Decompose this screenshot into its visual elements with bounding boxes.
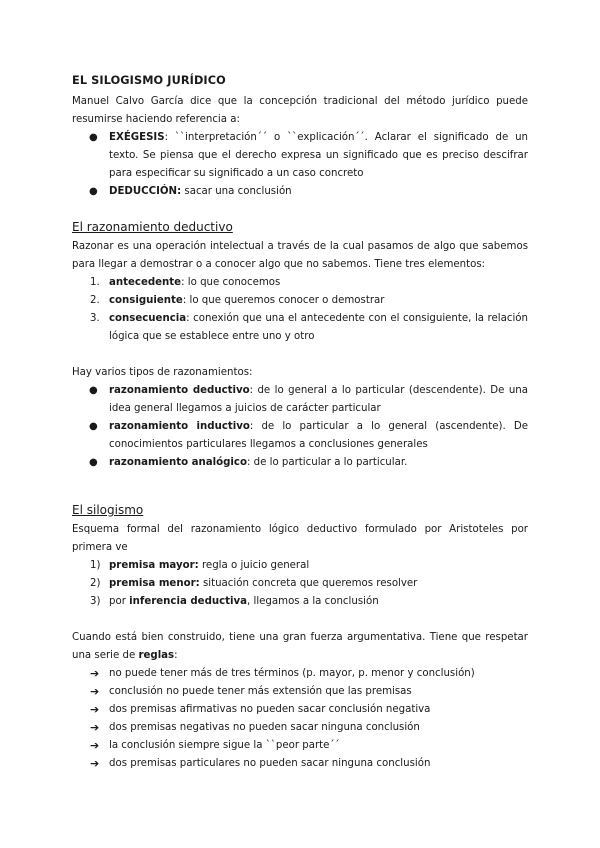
- rules-intro-text: Cuando está bien construido, tiene una gran fuerza argumentativa. Tiene que respetar una serie de: [72, 632, 528, 661]
- list-item-text: dos premisas particulares no pueden sacar ninguna conclusión: [109, 758, 431, 769]
- list-item: [72, 755, 528, 773]
- intro-list: [72, 129, 528, 201]
- list-item-term: DEDUCCIÓN:: [109, 186, 182, 197]
- document-page: [72, 74, 528, 773]
- list-item: [72, 665, 528, 683]
- list-item: [72, 593, 528, 611]
- list-item-text: : de lo particular a lo particular.: [246, 457, 408, 468]
- list-item-term: inferencia deductiva: [129, 596, 248, 607]
- arrow-right-icon: ➔: [90, 757, 100, 770]
- rules-intro: [72, 629, 528, 665]
- types-list: [72, 382, 528, 472]
- bullet-icon: ●: [89, 132, 98, 143]
- rules-term: reglas: [138, 650, 175, 661]
- list-item: [72, 557, 528, 575]
- list-item-separator: :: [164, 132, 175, 143]
- list-item: [72, 418, 528, 454]
- list-item: [72, 737, 528, 755]
- bullet-icon: ●: [89, 421, 98, 432]
- list-item-text: la conclusión siempre sigue la ``peor parte´´: [109, 740, 340, 751]
- list-item-text: ``interpretación´´ o ``explicación´´. Aclarar el significado de un texto. Se piensa que el derecho expresa un significado que es preciso descifrar para especificar su significado a un caso concreto: [109, 132, 529, 179]
- list-item-term: antecedente: [109, 277, 182, 288]
- list-item-text: conclusión no puede tener más extensión que las premisas: [109, 686, 412, 697]
- section-heading-silogismo: El silogismo: [72, 503, 144, 517]
- list-item-text: no puede tener más de tres términos (p. mayor, p. menor y conclusión): [109, 668, 475, 679]
- list-item-term: consiguiente: [109, 295, 183, 306]
- arrow-right-icon: ➔: [90, 667, 100, 680]
- list-number: 3.: [90, 313, 100, 324]
- list-item: [72, 454, 528, 472]
- list-item-text: : lo que conocemos: [181, 277, 281, 288]
- list-number: 1.: [90, 277, 100, 288]
- bullet-icon: ●: [89, 385, 98, 396]
- arrow-right-icon: ➔: [90, 685, 100, 698]
- list-number: 2.: [90, 295, 100, 306]
- rules-intro-tail: :: [174, 650, 178, 661]
- list-item-term: premisa mayor:: [109, 560, 199, 571]
- list-item-text: dos premisas afirmativas no pueden sacar conclusión negativa: [109, 704, 431, 715]
- intro-paragraph: Manuel Calvo García dice que la concepción tradicional del método jurídico puede resumirse haciendo referencia a:: [72, 96, 528, 125]
- list-item: [72, 701, 528, 719]
- list-item-prefix: por: [109, 596, 130, 607]
- list-item-text: : lo que queremos conocer o demostrar: [182, 295, 385, 306]
- premises-list: [72, 557, 528, 611]
- list-item-term: consecuencia: [109, 313, 187, 324]
- list-item-text: regla o juicio general: [198, 560, 310, 571]
- list-number: 3): [90, 596, 101, 607]
- list-item: [72, 183, 528, 201]
- list-item-text: : de lo general a lo particular (descendente). De una idea general llegamos a juicios de carácter particular: [109, 385, 528, 414]
- bullet-icon: ●: [89, 457, 98, 468]
- document-title: EL SILOGISMO JURÍDICO: [72, 74, 226, 87]
- list-item: [72, 719, 528, 737]
- arrow-right-icon: ➔: [90, 739, 100, 752]
- section-paragraph: Razonar es una operación intelectual a través de la cual pasamos de algo que sabemos para llegar a demostrar o a conocer algo que no sabemos. Tiene tres elementos:: [72, 241, 528, 270]
- list-item: [72, 575, 528, 593]
- arrow-right-icon: ➔: [90, 703, 100, 716]
- section-paragraph: Esquema formal del razonamiento lógico deductivo formulado por Aristoteles por primera ve: [72, 524, 528, 553]
- list-item: [72, 382, 528, 418]
- elements-list: [72, 274, 528, 346]
- list-item-text: : de lo particular a lo general (ascendente). De conocimientos particulares llegamos a conclusiones generales: [109, 421, 528, 450]
- list-item-term: razonamiento deductivo: [109, 385, 250, 396]
- list-item-text: : conexión que una el antecedente con el consiguiente, la relación lógica que se establece entre uno y otro: [109, 313, 528, 342]
- list-number: 1): [90, 560, 101, 571]
- list-item-term: razonamiento inductivo: [109, 421, 250, 432]
- list-item-term: razonamiento analógico: [109, 457, 247, 468]
- rules-list: [72, 665, 528, 773]
- list-item: [72, 292, 528, 310]
- list-item: [72, 129, 528, 183]
- list-item-term: premisa menor:: [109, 578, 200, 589]
- section-heading-razonamiento: El razonamiento deductivo: [72, 220, 233, 234]
- list-item-text: dos premisas negativas no pueden sacar ninguna conclusión: [109, 722, 420, 733]
- types-intro: Hay varios tipos de razonamientos:: [72, 367, 253, 378]
- list-item: [72, 274, 528, 292]
- list-item-term: EXÉGESIS: [109, 132, 165, 143]
- list-item: [72, 310, 528, 346]
- list-number: 2): [90, 578, 101, 589]
- list-item: [72, 683, 528, 701]
- arrow-right-icon: ➔: [90, 721, 100, 734]
- list-item-text: situación concreta que queremos resolver: [199, 578, 418, 589]
- list-item-text: , llegamos a la conclusión: [247, 596, 379, 607]
- list-item-text: sacar una conclusión: [184, 186, 292, 197]
- bullet-icon: ●: [89, 186, 98, 197]
